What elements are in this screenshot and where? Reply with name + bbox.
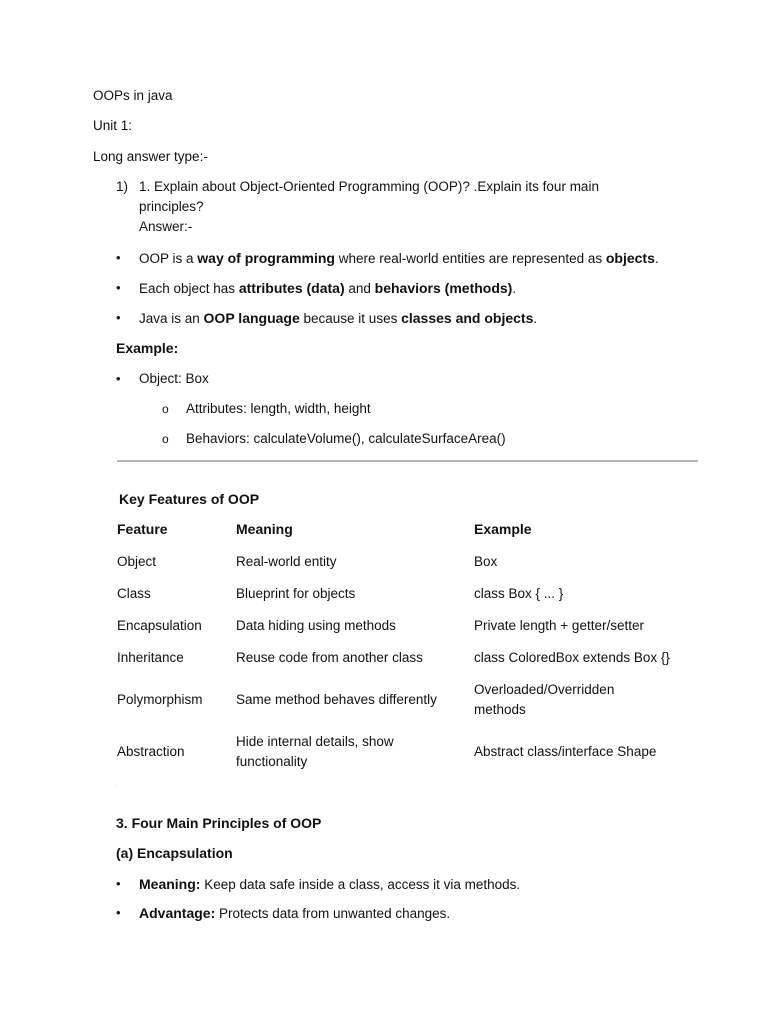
bullet-item: Java is an OOP language because it uses classes and objects. [139,310,538,326]
table-header-meaning: Meaning [236,521,293,537]
table-cell: Object [117,554,157,569]
table-cell: Encapsulation [117,618,202,633]
table-cell: class ColoredBox extends Box {} [474,650,670,665]
table-cell: Blueprint for objects [236,586,356,601]
circle-bullet-icon: o [162,402,169,416]
answer-label: Answer:- [139,219,193,234]
bullet-icon: • [116,371,121,386]
table-title: Key Features of OOP [119,491,260,507]
bullet-item: OOP is a way of programming where real-world entities are represented as objects. [139,250,659,266]
question-number: 1) [116,179,129,194]
bullet-icon: • [116,310,121,325]
example-heading: Example: [116,340,179,356]
document-title: OOPs in java [93,88,173,103]
bullet-icon: • [116,876,121,891]
table-cell: Private length + getter/setter [474,618,644,633]
table-cell: Class [117,586,151,601]
unit-label: Unit 1: [93,118,133,133]
bullet-item: Each object has attributes (data) and behaviors (methods). [139,280,517,296]
table-cell: Real-world entity [236,554,337,569]
table-header-feature: Feature [117,521,168,537]
principles-heading: 3. Four Main Principles of OOP [116,815,322,831]
table-cell: Same method behaves differently [236,692,437,707]
bullet-icon: • [116,250,121,265]
example-sub-item: Attributes: length, width, height [186,401,371,416]
question-text-line1: 1. Explain about Object-Oriented Programming (OOP)? .Explain its four main [139,179,599,194]
table-cell: Box [474,554,498,569]
table-cell: Abstraction [117,744,185,759]
question-text-line2: principles? [139,199,204,214]
table-cell: Reuse code from another class [236,650,423,665]
artifact-dot [116,785,117,786]
circle-bullet-icon: o [162,432,169,446]
example-sub-item: Behaviors: calculateVolume(), calculateSurfaceArea() [186,431,506,446]
table-cell: Hide internal details, show functionality [236,734,394,769]
section-label: Long answer type:- [93,149,208,164]
principles-subheading: (a) Encapsulation [116,845,233,861]
table-cell: Data hiding using methods [236,618,396,633]
table-cell: Inheritance [117,650,184,665]
bullet-icon: • [116,905,121,920]
horizontal-rule [117,460,698,462]
table-cell: class Box { ... } [474,586,564,601]
table-cell: Polymorphism [117,692,203,707]
table-cell: Overloaded/Overridden methods [474,682,615,717]
table-header-example: Example [474,521,532,537]
principle-item: Advantage: Protects data from unwanted changes. [139,905,451,921]
bullet-icon: • [116,280,121,295]
table-cell: Abstract class/interface Shape [474,744,657,759]
principle-item: Meaning: Keep data safe inside a class, access it via methods. [139,876,521,892]
example-item: Object: Box [139,371,209,386]
